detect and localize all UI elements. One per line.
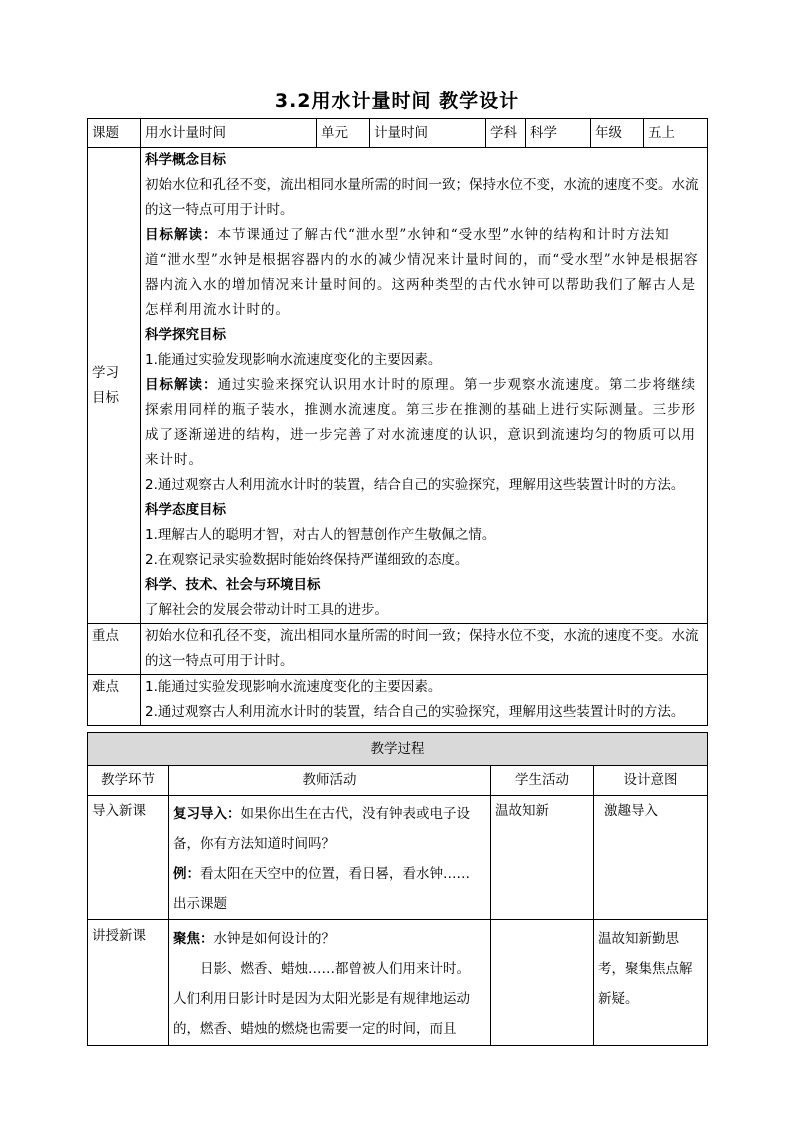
teaching-process-table — [87, 732, 708, 1046]
concept-interp-label: 目标解读： — [145, 227, 218, 243]
concept-interp-text: 本节课通过了解古代“泄水型”水钟和“受水型”水钟的结构和计时方法知道“泄水型”水钟是根据容器内的水的减少情况来计量时间的，而“受水型”水钟是根据容器内流入水的增加情况来计量时间的。这两种类型的古代水钟可以帮助我们了解古人是怎样利用流水计时的。 — [145, 227, 699, 318]
lesson-info-table — [87, 118, 708, 726]
topic-label: 课题 — [88, 119, 141, 148]
review-para — [173, 799, 486, 859]
example-text: 看太阳在天空中的位置，看日晷，看水钟…… — [200, 866, 470, 882]
difficulty-item-1: 1.能通过实验发现影响水流速度变化的主要因素。 — [145, 679, 442, 695]
student-new — [491, 920, 594, 1046]
concept-heading: 科学概念目标 — [145, 152, 226, 168]
difficulties-row — [88, 675, 708, 726]
goals-label: 学习 目标 — [88, 148, 141, 624]
review-label: 复习导入： — [173, 806, 241, 822]
student-intro: 温故知新 — [491, 796, 594, 920]
difficulties-content — [141, 675, 708, 726]
teacher-new — [169, 920, 491, 1046]
col-intent: 设计意图 — [594, 766, 708, 796]
topic-value: 用水计量时间 — [141, 119, 317, 148]
goals-content — [141, 148, 708, 624]
subject-value: 科学 — [526, 119, 591, 148]
sts-heading: 科学、技术、社会与环境目标 — [145, 577, 321, 593]
process-row-intro — [88, 796, 708, 920]
attitude-heading: 科学态度目标 — [145, 502, 226, 518]
inquiry-interpretation — [145, 373, 703, 473]
process-header-row — [88, 733, 708, 766]
example-label: 例： — [173, 866, 200, 882]
sts-text: 了解社会的发展会带动计时工具的进步。 — [145, 602, 388, 618]
grade-label: 年级 — [591, 119, 644, 148]
process-header: 教学过程 — [88, 733, 708, 766]
concept-text: 初始水位和孔径不变，流出相同水量所需的时间一致；保持水位不变，水流的速度不变。水流的这一特点可用于计时。 — [145, 177, 699, 218]
attitude-item-1: 1.理解古人的聪明才智，对古人的智慧创作产生敬佩之情。 — [145, 527, 496, 543]
focus-para — [173, 924, 486, 954]
inquiry-item-1: 1.能通过实验发现影响水流速度变化的主要因素。 — [145, 352, 442, 368]
subject-label: 学科 — [486, 119, 526, 148]
focus-label: 聚焦： — [173, 931, 214, 947]
attitude-item-2: 2.在观察记录实验数据时能始终保持严谨细致的态度。 — [145, 552, 469, 568]
show-topic: 出示课题 — [173, 896, 227, 912]
teacher-intro — [169, 796, 491, 920]
example-para — [173, 859, 486, 889]
key-points-text: 初始水位和孔径不变，流出相同水量所需的时间一致；保持水位不变，水流的速度不变。水流的这一特点可用于计时。 — [141, 624, 708, 675]
para-2: 人们利用日影计时是因为太阳光影是有规律地运动的，燃香、蜡烛的燃烧也需要一定的时间，而且 — [173, 991, 470, 1037]
col-stage: 教学环节 — [88, 766, 169, 796]
col-teacher: 教师活动 — [169, 766, 491, 796]
stage-intro: 导入新课 — [88, 796, 169, 920]
difficulty-item-2: 2.通过观察古人利用流水计时的装置，结合自己的实验探究，理解用这些装置计时的方法。 — [145, 704, 685, 720]
inquiry-interp-label: 目标解读： — [145, 377, 218, 393]
key-points-label: 重点 — [88, 624, 141, 675]
difficulties-label: 难点 — [88, 675, 141, 726]
para-1: 日影、燃香、蜡烛……都曾被人们用来计时。 — [200, 961, 470, 977]
concept-interpretation — [145, 223, 703, 323]
unit-value: 计量时间 — [370, 119, 486, 148]
page-title: 3.2用水计量时间 教学设计 — [274, 90, 520, 112]
key-points-row — [88, 624, 708, 675]
goals-row — [88, 148, 708, 624]
intent-new: 温故知新勤思考，聚集焦点解新疑。 — [594, 920, 708, 1046]
process-row-new — [88, 920, 708, 1046]
col-student: 学生活动 — [491, 766, 594, 796]
inquiry-interp-text: 通过实验来探究认识用水计时的原理。第一步观察水流速度。第二步将继续探索用同样的瓶子装水，推测水流速度。第三步在推测的基础上进行实际测量。三步形成了逐渐递进的结构，进一步完善了对水流速度的认识，意识到流速均匀的物质可以用来计时。 — [145, 377, 696, 468]
inquiry-item-2: 2.通过观察古人利用流水计时的装置，结合自己的实验探究，理解用这些装置计时的方法。 — [145, 477, 685, 493]
info-row — [88, 119, 708, 148]
grade-value: 五上 — [644, 119, 708, 148]
unit-label: 单元 — [317, 119, 370, 148]
review-text: 如果你出生在古代，没有钟表或电子设备，你有方法知道时间吗？ — [173, 806, 470, 852]
intent-intro: 激趣导入 — [594, 796, 708, 920]
stage-new: 讲授新课 — [88, 920, 169, 1046]
inquiry-heading: 科学探究目标 — [145, 327, 226, 343]
focus-text: 水钟是如何设计的？ — [213, 931, 335, 947]
process-columns-row — [88, 766, 708, 796]
